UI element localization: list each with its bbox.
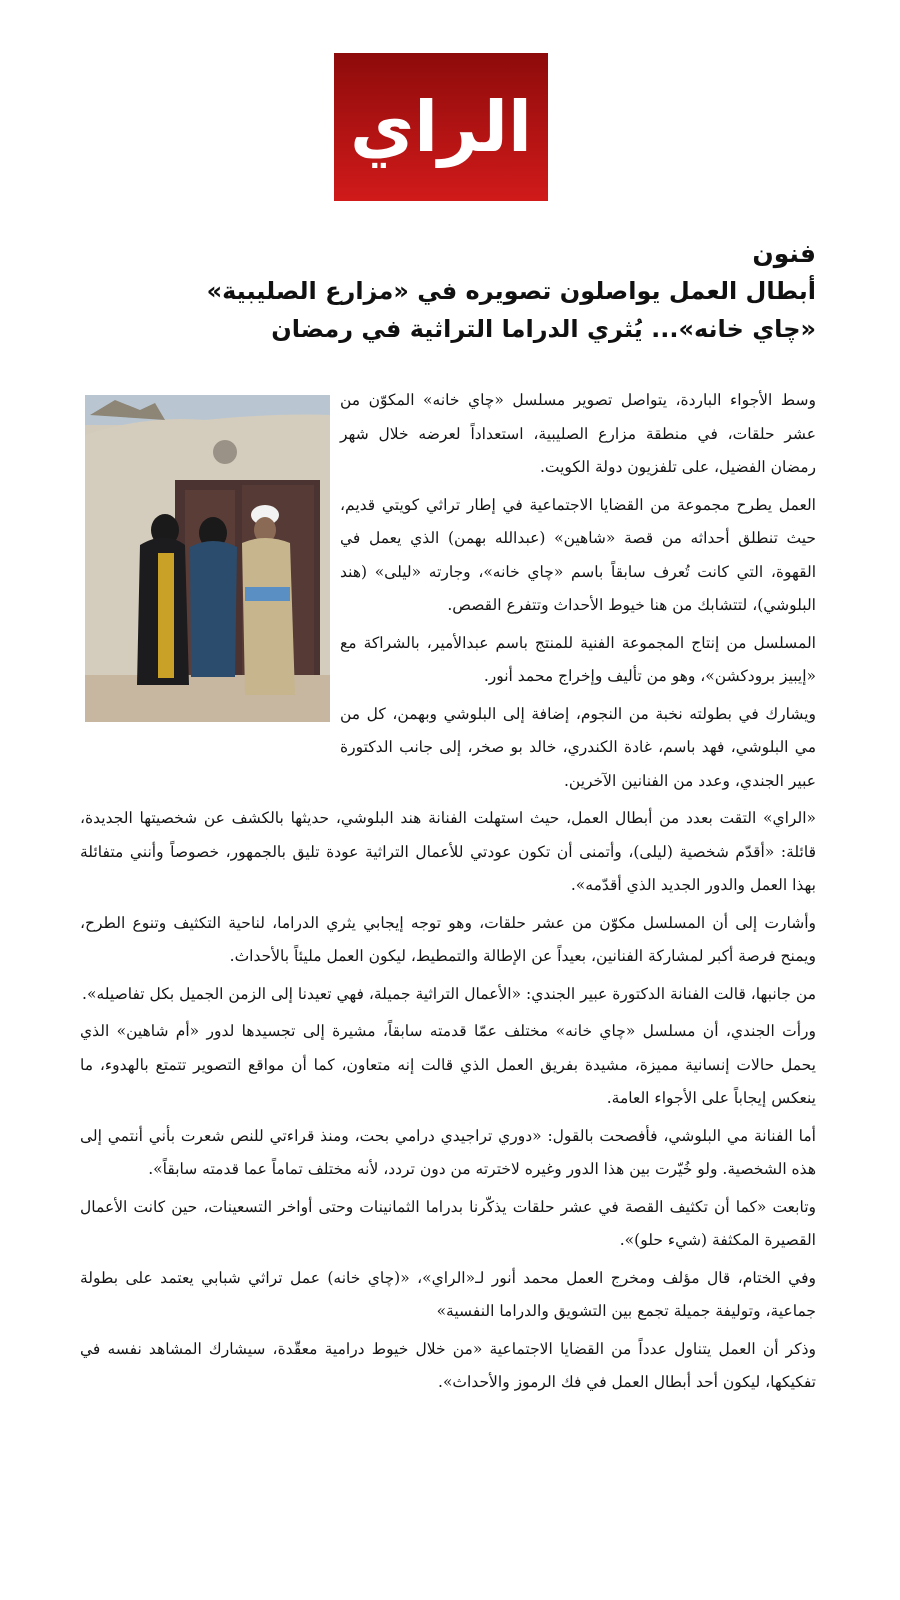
photo-spacer [80,384,340,754]
headline-line-1: أبطال العمل يواصلون تصويره في «مزارع الصليبية» [206,277,816,305]
paragraph: ويشارك في بطولته نخبة من النجوم، إضافة إلى البلوشي وبهمن، كل من مي البلوشي، فهد باسم، غادة الكندري، خالد بو صخر، إلى جانب الدكتورة عبير الجندي، وعدد من الفنانين الآخرين. [340,704,816,790]
paragraph: العمل يطرح مجموعة من القضايا الاجتماعية في إطار تراثي كويتي قديم، حيث تنطلق أحداثه من قصة «شاهين» (عبدالله بهمن) الذي يعمل في القهوة، التي كانت تُعرف سابقاً باسم «چاي خانه»، وجارته «ليلى» (هند البلوشي)، لتتشابك من هنا خيوط الأحداث وتتفرع القصص. [340,495,816,614]
paragraph: من جانبها، قالت الفنانة الدكتورة عبير الجندي: «الأعمال التراثية جميلة، فهي تعيدنا إلى الزمن الجميل بكل تفاصيله». [82,984,816,1003]
paragraph: وتابعت «كما أن تكثيف القصة في عشر حلقات يذكّرنا بدراما الثمانينات وحتى أواخر التسعينات، حين كانت الأعمال القصيرة المكثفة (شيء حلو)». [80,1197,816,1249]
paragraph: المسلسل من إنتاج المجموعة الفنية للمنتج باسم عبدالأمير، بالشراكة مع «إيبيز برودكشن»، وهو من تأليف وإخراج محمد أنور. [340,633,816,685]
logo-text: الراي [350,86,532,168]
paragraph: وأشارت إلى أن المسلسل مكوّن من عشر حلقات، وهو توجه إيجابي يثري الدراما، لناحية التكثيف وتنوع الطرح، ويمنح فرصة أكبر لمشاركة الفنانين، بعيداً عن الإطالة والتمطيط، ليكون العمل مليئاً بالأحداث. [80,913,816,965]
article-body [80,384,816,1404]
section-label: فنون [752,239,816,268]
alrai-logo [334,53,548,201]
paragraph: وفي الختام، قال مؤلف ومخرج العمل محمد أنور لـ«الراي»، «(چاي خانه) عمل تراثي شبابي يعتمد على بطولة جماعية، وتوليفة جميلة تجمع بين التشويق والدراما النفسية» [80,1268,816,1320]
headline-line-2: «چاي خانه»... يُثري الدراما التراثية في رمضان [271,315,816,343]
paragraph: أما الفنانة مي البلوشي، فأفصحت بالقول: «دوري تراجيدي درامي بحت، ومنذ قراءتي للنص شعرت بأني أنتمي إلى هذه الشخصية. ولو خُيّرت بين هذا الدور وغيره لاخترته من دون تردد، لأنه مختلف تماماً عما قدمته سابقاً». [80,1126,816,1178]
article-heading [196,236,816,348]
paragraph: ورأت الجندي، أن مسلسل «چاي خانه» مختلف عمّا قدمته سابقاً، مشيرة إلى تجسيدها لدور «أم شاهين» الذي يحمل حالات إنسانية مميزة، مشيدة بفريق العمل الذي قالت إنه متعاون، كما أن مواقع التصوير تتمتع بالهدوء، ما ينعكس إيجاباً على الأجواء العامة. [80,1022,816,1107]
paragraph: وسط الأجواء الباردة، يتواصل تصوير مسلسل «چاي خانه» المكوّن من عشر حلقات، في منطقة مزارع الصليبية، استعداداً لعرضه خلال شهر رمضان الفضيل، على تلفزيون دولة الكويت. [340,391,816,476]
paragraph: «الراي» التقت بعدد من أبطال العمل، حيث استهلت الفنانة هند البلوشي، حديثها بالكشف عن شخصيتها الجديدة، قائلة: «أقدّم شخصية (ليلى)، وأتمنى أن تكون عودتي للأعمال التراثية عودة تليق بالجمهور، خصوصاً وأنني متفائلة بهذا العمل والدور الجديد الذي أقدّمه». [80,809,816,894]
paragraph: وذكر أن العمل يتناول عدداً من القضايا الاجتماعية «من خلال خيوط درامية معقّدة، سيشارك المشاهد نفسه في تفكيكها، ليكون أحد أبطال العمل في فك الرموز والأحداث». [80,1339,816,1391]
